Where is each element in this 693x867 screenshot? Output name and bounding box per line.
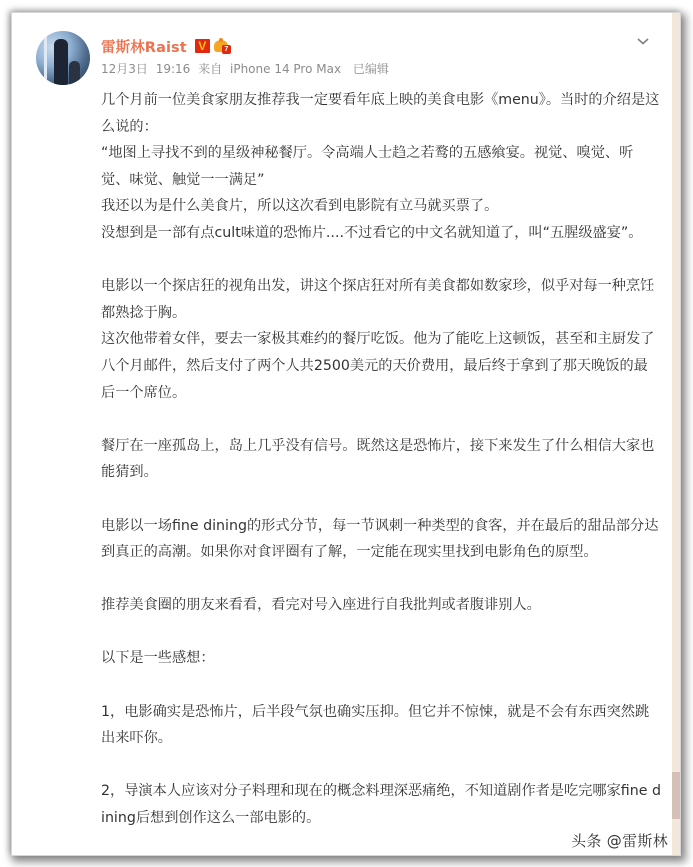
post-paragraph: 几个月前一位美食家朋友推荐我一定要看年底上映的美食电影《menu》。当时的介绍是这么说的： — [101, 92, 660, 135]
post-paragraph: 我还以为是什么美食片，所以这次看到电影院有立马就买票了。 — [101, 198, 499, 215]
paragraph-gap — [101, 566, 661, 593]
post-paragraph: 以下是一些感想： — [101, 650, 215, 667]
post-paragraph: 没想到是一部有点cult味道的恐怖片....不过看它的中文名就知道了，叫“五腥级盛宴”。 — [101, 224, 643, 241]
post-header — [101, 35, 389, 77]
post-date[interactable]: 12月3日 — [101, 62, 148, 76]
paragraph-gap — [101, 486, 661, 513]
verified-v-icon[interactable]: V — [195, 39, 210, 53]
author-name[interactable]: 雷斯林Raist — [101, 39, 187, 56]
toutiao-watermark: 头条 @雷斯林 — [571, 832, 668, 850]
author-avatar[interactable] — [36, 31, 90, 85]
avatar-photo-figure — [54, 39, 68, 85]
weibo-post-card — [12, 13, 680, 855]
post-paragraph: 餐厅在一座孤岛上，岛上几乎没有信号。既然这是恐怖片，接下来发生了什么相信大家也能猜到。 — [101, 437, 655, 481]
chevron-down-icon[interactable] — [636, 36, 650, 46]
crown-tip — [219, 38, 223, 42]
avatar-photo-detail — [44, 35, 47, 85]
paragraph-gap — [101, 672, 661, 699]
avatar-photo-figure — [69, 61, 80, 85]
post-time[interactable]: 19:16 — [155, 62, 191, 76]
paragraph-gap — [101, 619, 661, 646]
scrollbar-thumb[interactable] — [672, 772, 680, 819]
author-row — [101, 35, 389, 57]
vip-crown-icon[interactable] — [213, 38, 231, 54]
scrollbar-track[interactable] — [672, 13, 680, 855]
post-meta — [101, 60, 389, 77]
post-body — [101, 87, 661, 832]
paragraph-gap — [101, 752, 661, 779]
post-paragraph: 电影以一个探店狂的视角出发，讲这个探店狂对所有美食都如数家珍，似乎对每一种烹饪都熟捻于胸。 — [101, 278, 655, 321]
paragraph-gap — [101, 247, 661, 274]
post-paragraph: 电影以一场fine dining的形式分节，每一节讽刺一种类型的食客，并在最后的甜品部分达到真正的高潮。如果你对食评圈有了解，一定能在现实里找到电影角色的原型。 — [101, 517, 659, 561]
post-device: iPhone 14 Pro Max — [230, 62, 342, 76]
post-paragraph: 2，导演本人应该对分子料理和现在的概念料理深恶痛绝，不知道剧作者是吃完哪家fine dining后想到创作这么一部电影的。 — [101, 783, 661, 827]
vip-level-badge: 7 — [222, 45, 231, 54]
post-paragraph: 1，电影确实是恐怖片，后半段气氛也确实压抑。但它并不惊悚，就是不会有东西突然跳出来吓你。 — [101, 703, 650, 747]
paragraph-gap — [101, 406, 661, 433]
post-source-prefix: 来自 — [198, 62, 223, 76]
post-paragraph: 这次他带着女伴，要去一家极其难约的餐厅吃饭。他为了能吃上这顿饭，甚至和主厨发了八个月邮件，然后支付了两个人共2500美元的天价费用，最后终于拿到了那天晚饭的最后一个席位。 — [101, 331, 655, 401]
post-paragraph: “地图上寻找不到的星级神秘餐厅。令高端人士趋之若鹜的五感飨宴。视觉、嗅觉、听觉、味觉、触觉一一满足” — [101, 145, 634, 188]
post-paragraph: 推荐美食圈的朋友来看看，看完对号入座进行自我批判或者腹诽别人。 — [101, 597, 541, 614]
edited-label[interactable]: 已编辑 — [352, 62, 389, 76]
